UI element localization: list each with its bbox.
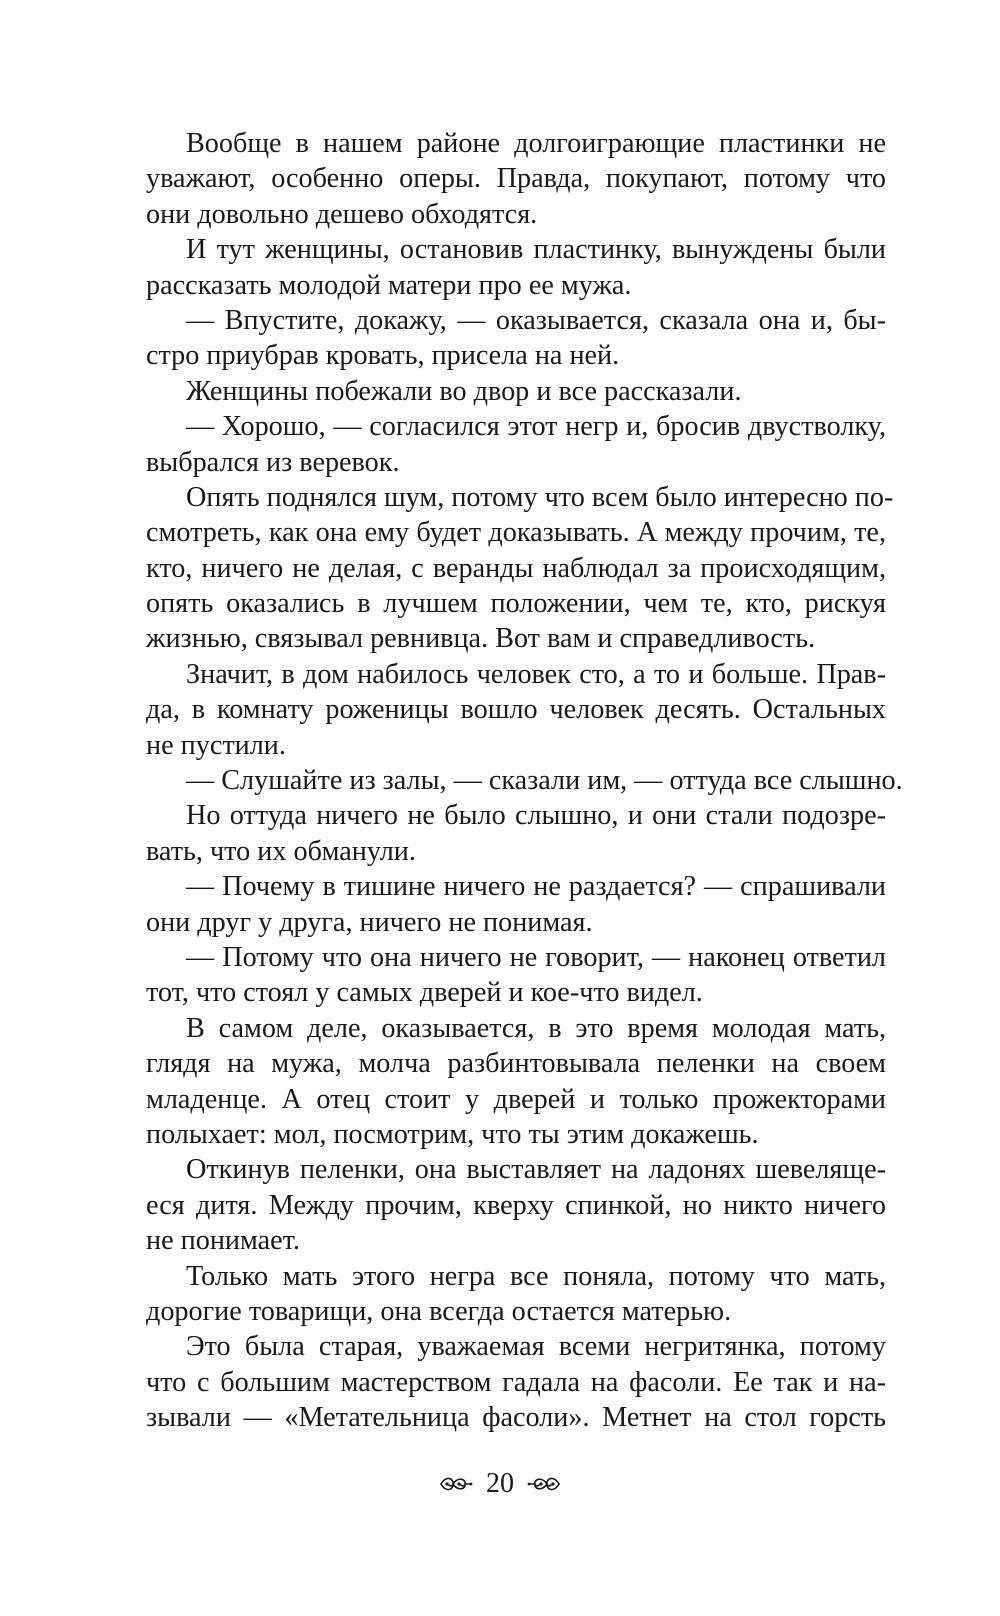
text-line: глядя на мужа, молча разбинтовывала пеленки на своем <box>146 1048 886 1080</box>
text-line: полыхает: мол, посмотрим, что ты этим докажешь. <box>146 1118 759 1150</box>
page-footer <box>0 1466 1000 1500</box>
text-line: Только мать этого негра все поняла, потому что мать, <box>186 1260 886 1292</box>
text-line: смотреть, как она ему будет доказывать. А между прочим, те, <box>146 517 886 549</box>
fleuron-left-icon <box>439 1473 473 1495</box>
text-line: В самом деле, оказывается, в это время молодая мать, <box>186 1012 886 1044</box>
text-line: еся дитя. Между прочим, кверху спинкой, но никто ничего <box>146 1189 886 1221</box>
text-line: не пустили. <box>146 729 286 761</box>
text-line: Женщины побежали во двор и все рассказали. <box>186 375 742 407</box>
text-line: да, в комнату роженицы вошло человек десять. Остальных <box>146 694 886 726</box>
text-line: — Потому что она ничего не говорит, — наконец ответил <box>186 941 886 973</box>
text-line: зывали — «Метательница фасоли». Метнет на стол горсть <box>146 1402 886 1434</box>
text-line: они довольно дешево обходятся. <box>146 198 538 230</box>
text-line: рассказать молодой матери про ее мужа. <box>146 269 632 301</box>
text-line: тот, что стоял у самых дверей и кое-что видел. <box>146 977 703 1009</box>
text-line: они друг у друга, ничего не понимая. <box>146 906 593 938</box>
fleuron-right-icon <box>527 1473 561 1495</box>
text-line: выбрался из веревок. <box>146 446 400 478</box>
text-line: Откинув пеленки, она выставляет на ладонях шевеляще- <box>186 1154 886 1186</box>
text-line: жизнью, связывал ревнивца. Вот вам и справедливость. <box>146 623 816 655</box>
text-line: Вообще в нашем районе долгоиграющие пластинки не <box>186 128 886 159</box>
text-line: уважают, особенно оперы. Правда, покупают, потому что <box>146 163 886 195</box>
text-line: Это была старая, уважаемая всеми негритянка, потому <box>186 1331 886 1363</box>
text-line: дорогие товарищи, она всегда остается матерью. <box>146 1295 732 1327</box>
text-line: Значит, в дом набилось человек сто, а то и больше. Прав- <box>186 658 886 690</box>
text-line: — Хорошо, — согласился этот негр и, бросив двустволку, <box>186 411 886 443</box>
text-line: младенце. А отец стоит у дверей и только прожекторами <box>146 1083 886 1115</box>
text-line: стро приубрав кровать, присела на ней. <box>146 340 620 372</box>
text-line: кто, ничего не делая, с веранды наблюдал за происходящим, <box>146 552 886 584</box>
text-line: что с большим мастерством гадала на фасоли. Ее так и на- <box>146 1366 886 1398</box>
text-line: опять оказались в лучшем положении, чем те, кто, рискуя <box>146 588 886 620</box>
body-text <box>146 126 903 1435</box>
text-line: И тут женщины, остановив пластинку, вынуждены были <box>186 234 886 266</box>
text-line: не понимает. <box>146 1225 300 1257</box>
page-number: 20 <box>486 1467 514 1499</box>
text-line: — Впустите, докажу, — оказывается, сказала она и, бы- <box>186 304 886 336</box>
text-line: — Слушайте из залы, — сказали им, — оттуда все слышно. <box>186 765 903 797</box>
text-line: вать, что их обманули. <box>146 835 416 867</box>
text-line: — Почему в тишине ничего не раздается? — спрашивали <box>186 871 886 903</box>
text-line: Опять поднялся шум, потому что всем было интересно по- <box>186 481 894 513</box>
text-line: Но оттуда ничего не было слышно, и они стали подозре- <box>186 800 886 832</box>
